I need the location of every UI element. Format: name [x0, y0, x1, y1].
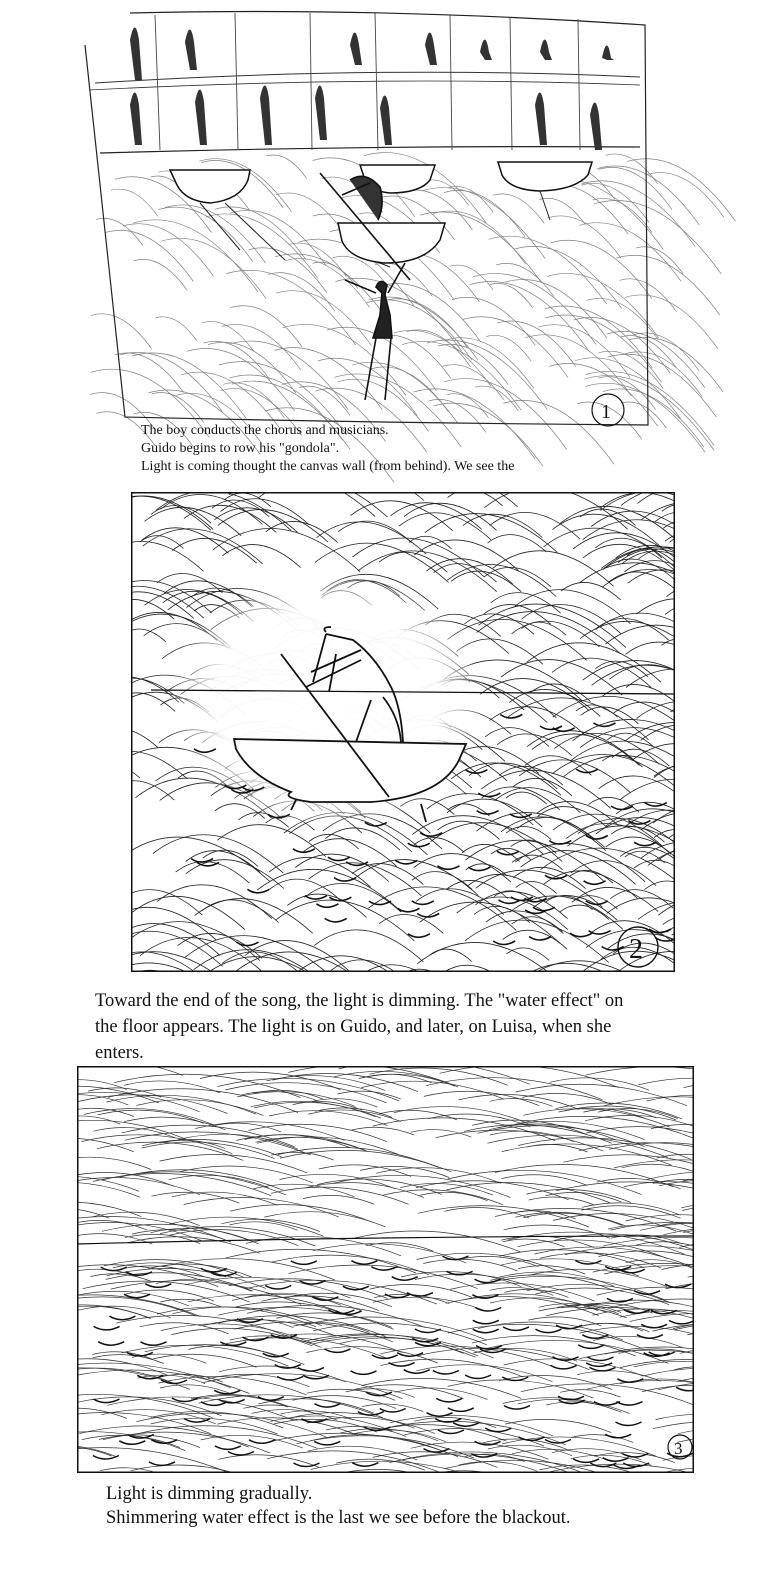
storyboard-panel-2 — [131, 492, 675, 972]
storyboard-panel-1 — [80, 5, 640, 430]
panel-1-number: 1 — [601, 401, 611, 423]
panel-2-caption-line: enters. — [95, 1043, 144, 1063]
panel-1-caption — [141, 422, 514, 476]
panel-2-caption-line: the floor appears. The light is on Guido, and later, on Luisa, when she — [95, 1017, 612, 1037]
panel-1-caption-line: The boy conducts the chorus and musicians. — [141, 423, 389, 438]
panel-2-caption-line: Toward the end of the song, the light is dimming. The "water effect" on — [95, 991, 624, 1011]
panel-2-caption — [95, 988, 624, 1063]
panel-3-caption — [106, 1482, 571, 1530]
panel-3-caption-line: Light is dimming gradually. — [106, 1484, 313, 1504]
panel-1-caption-line: Guido begins to row his "gondola". — [141, 441, 340, 456]
panel-3-number: 3 — [674, 1439, 683, 1458]
cypress-trees — [130, 28, 614, 151]
panel-2-number: 2 — [629, 934, 643, 965]
panel-1-frame — [85, 12, 648, 426]
panel-2-sketch — [131, 492, 675, 972]
storyboard-panel-3 — [77, 1066, 694, 1473]
panel-1-horizon — [100, 147, 640, 153]
panel-3-sketch — [77, 1066, 694, 1473]
panel-3-caption-line: Shimmering water effect is the last we see before the blackout. — [106, 1508, 571, 1528]
panel-1-sketch — [80, 5, 640, 430]
panel-1-caption-line: Light is coming thought the canvas wall (from behind). We see the — [141, 459, 515, 474]
